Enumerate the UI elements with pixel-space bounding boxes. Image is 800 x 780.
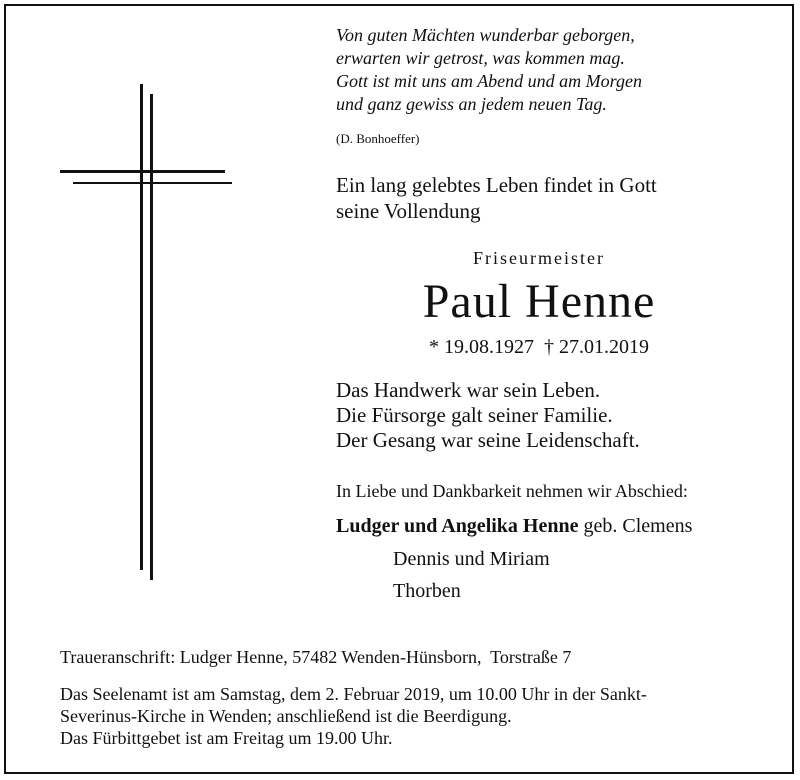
poem-line: und ganz gewiss an jedem neuen Tag. [336,94,607,114]
service-info [60,683,647,749]
intro-line: Ein lang gelebtes Leben findet in Gott [336,173,657,197]
service-line: Severinus-Kirche in Wenden; anschließend ist die Beerdigung. [60,706,512,726]
family-member: Thorben [393,580,461,602]
profession: Friseurmeister [473,248,605,268]
poem-line: Von guten Mächten wunderbar geborgen, [336,25,635,45]
service-line: Das Fürbittgebet ist am Freitag um 19.00 Uhr. [60,728,393,748]
tribute-text [336,378,640,453]
poem-line: erwarten wir getrost, was kommen mag. [336,48,625,68]
family-main [336,515,692,538]
family-main-names: Ludger und Angelika Henne [336,515,579,537]
tribute-line: Die Fürsorge galt seiner Familie. [336,403,613,427]
family-main-suffix: geb. Clemens [578,515,693,537]
poem-author: (D. Bonhoeffer) [336,131,420,146]
mourning-address: Traueranschrift: Ludger Henne, 57482 Wenden-Hünsborn, Torstraße 7 [60,647,572,667]
intro-line: seine Vollendung [336,199,481,223]
service-line: Das Seelenamt ist am Samstag, dem 2. Februar 2019, um 10.00 Uhr in der Sankt- [60,684,647,704]
farewell-text: In Liebe und Dankbarkeit nehmen wir Abschied: [336,481,688,501]
poem-line: Gott ist mit uns am Abend und am Morgen [336,71,642,91]
tribute-line: Das Handwerk war sein Leben. [336,378,601,402]
poem [336,24,642,116]
family-member: Dennis und Miriam [393,548,550,570]
tribute-line: Der Gesang war seine Leidenschaft. [336,428,640,452]
life-dates: * 19.08.1927 † 27.01.2019 [429,336,649,358]
intro-text [336,172,657,224]
deceased-name: Paul Henne [422,275,656,328]
